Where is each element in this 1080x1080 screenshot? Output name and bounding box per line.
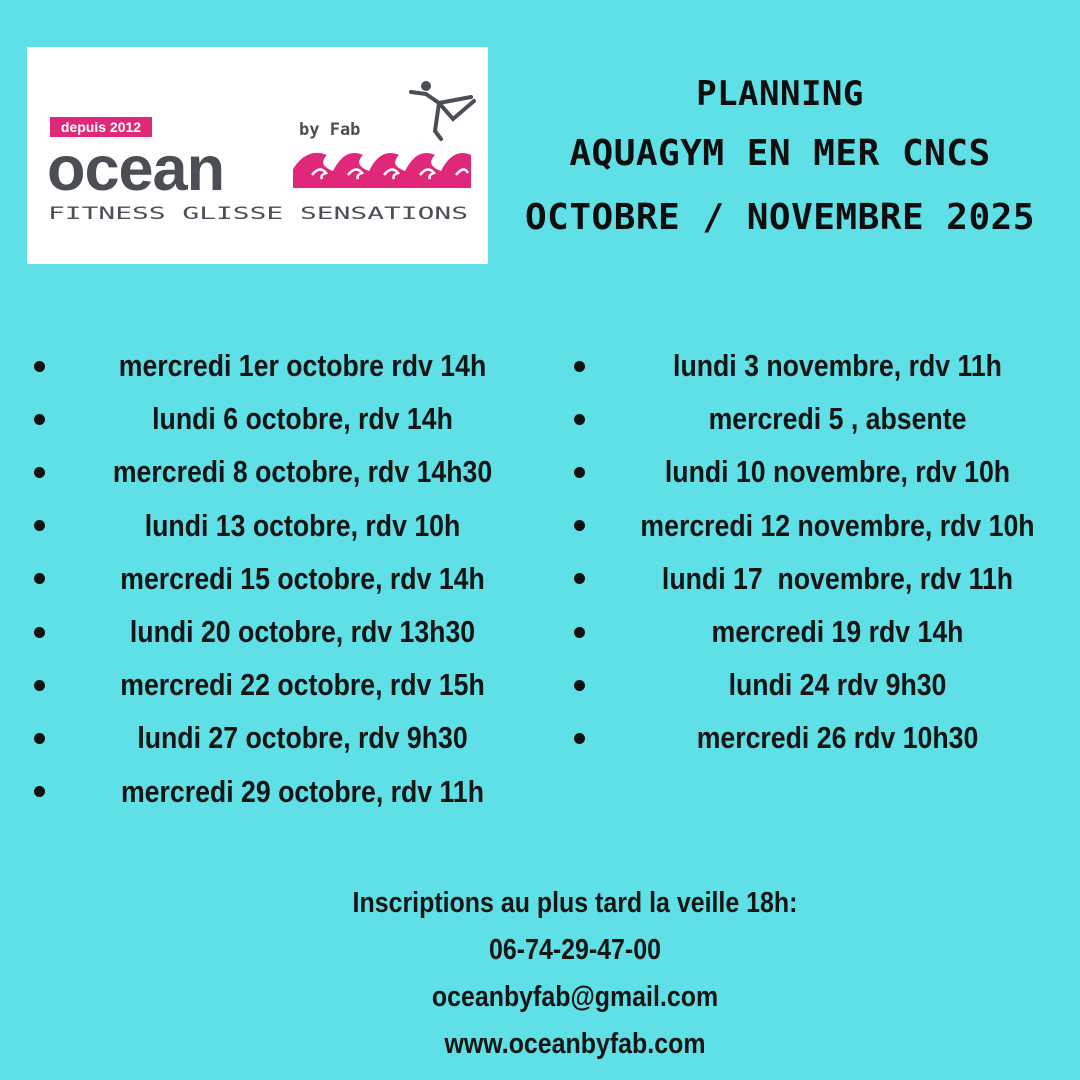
ocean-logo-graphic bbox=[27, 47, 488, 264]
list-item-text: mercredi 26 rdv 10h30 bbox=[696, 720, 979, 756]
contact-info bbox=[200, 880, 950, 1068]
list-item-text: mercredi 1er octobre rdv 14h bbox=[118, 348, 487, 383]
list-item bbox=[20, 552, 540, 605]
list-item-text: mercredi 5 , absente bbox=[708, 401, 967, 437]
schedule-list-november bbox=[560, 339, 1070, 765]
brand-wordmark: ocean bbox=[47, 134, 225, 204]
bullet-icon bbox=[34, 627, 45, 638]
list-item-text: mercredi 12 novembre, rdv 10h bbox=[640, 507, 1035, 543]
since-badge-text: depuis 2012 bbox=[60, 119, 142, 135]
brand-tagline: FITNESS GLISSE SENSATIONS bbox=[48, 204, 468, 224]
list-item-text: mercredi 19 rdv 14h bbox=[711, 613, 964, 649]
bullet-icon bbox=[574, 627, 585, 638]
title-planning: PLANNING bbox=[696, 74, 864, 114]
title-activity: AQUAGYM EN MER CNCS bbox=[569, 133, 991, 174]
brand-logo bbox=[27, 47, 488, 264]
list-item bbox=[560, 552, 1070, 605]
bullet-icon bbox=[574, 680, 585, 691]
list-item-text: lundi 17 novembre, rdv 11h bbox=[661, 560, 1014, 596]
bullet-icon bbox=[574, 573, 585, 584]
stick-figure-icon bbox=[411, 81, 474, 139]
list-item bbox=[560, 711, 1070, 764]
bullet-icon bbox=[574, 733, 585, 744]
list-item-text: lundi 6 octobre, rdv 14h bbox=[152, 401, 453, 437]
bullet-icon bbox=[34, 733, 45, 744]
list-item-text: lundi 27 octobre, rdv 9h30 bbox=[137, 720, 468, 756]
list-item-text: mercredi 8 octobre, rdv 14h30 bbox=[112, 454, 493, 490]
list-item-text: mercredi 15 octobre, rdv 14h bbox=[120, 560, 485, 596]
list-item bbox=[20, 499, 540, 552]
list-item bbox=[20, 605, 540, 658]
bullet-icon bbox=[34, 361, 45, 372]
bullet-icon bbox=[34, 520, 45, 531]
list-item bbox=[560, 499, 1070, 552]
website-link[interactable]: www.oceanbyfab.com bbox=[444, 1028, 706, 1060]
list-item bbox=[560, 392, 1070, 445]
list-item bbox=[20, 445, 540, 498]
bullet-icon bbox=[34, 573, 45, 584]
bullet-icon bbox=[574, 520, 585, 531]
list-item bbox=[20, 765, 540, 818]
list-item-text: mercredi 29 octobre, rdv 11h bbox=[120, 773, 485, 809]
list-item-text: lundi 3 novembre, rdv 11h bbox=[673, 348, 1002, 383]
list-item bbox=[560, 605, 1070, 658]
bullet-icon bbox=[34, 680, 45, 691]
list-item-text: mercredi 22 octobre, rdv 15h bbox=[120, 667, 485, 703]
schedule-list-october bbox=[20, 339, 540, 818]
registration-note: Inscriptions au plus tard la veille 18h: bbox=[352, 887, 798, 919]
list-item bbox=[20, 711, 540, 764]
bullet-icon bbox=[34, 786, 45, 797]
list-item-text: lundi 20 octobre, rdv 13h30 bbox=[129, 613, 476, 649]
email-address[interactable]: oceanbyfab@gmail.com bbox=[431, 981, 719, 1013]
list-item bbox=[560, 445, 1070, 498]
bullet-icon bbox=[574, 414, 585, 425]
list-item bbox=[560, 339, 1070, 392]
bullet-icon bbox=[574, 361, 585, 372]
title-period: OCTOBRE / NOVEMBRE 2025 bbox=[525, 197, 1035, 238]
list-item-text: lundi 13 octobre, rdv 10h bbox=[144, 507, 461, 543]
bullet-icon bbox=[574, 467, 585, 478]
list-item bbox=[560, 658, 1070, 711]
list-item-text: lundi 10 novembre, rdv 10h bbox=[664, 454, 1011, 490]
page-title bbox=[500, 66, 1060, 250]
brand-byline: by Fab bbox=[299, 120, 361, 140]
phone-number[interactable]: 06-74-29-47-00 bbox=[489, 934, 661, 966]
bullet-icon bbox=[34, 414, 45, 425]
list-item bbox=[20, 339, 540, 392]
waves-icon bbox=[293, 153, 471, 188]
bullet-icon bbox=[34, 467, 45, 478]
list-item bbox=[20, 392, 540, 445]
list-item bbox=[20, 658, 540, 711]
list-item-text: lundi 24 rdv 9h30 bbox=[728, 667, 947, 703]
